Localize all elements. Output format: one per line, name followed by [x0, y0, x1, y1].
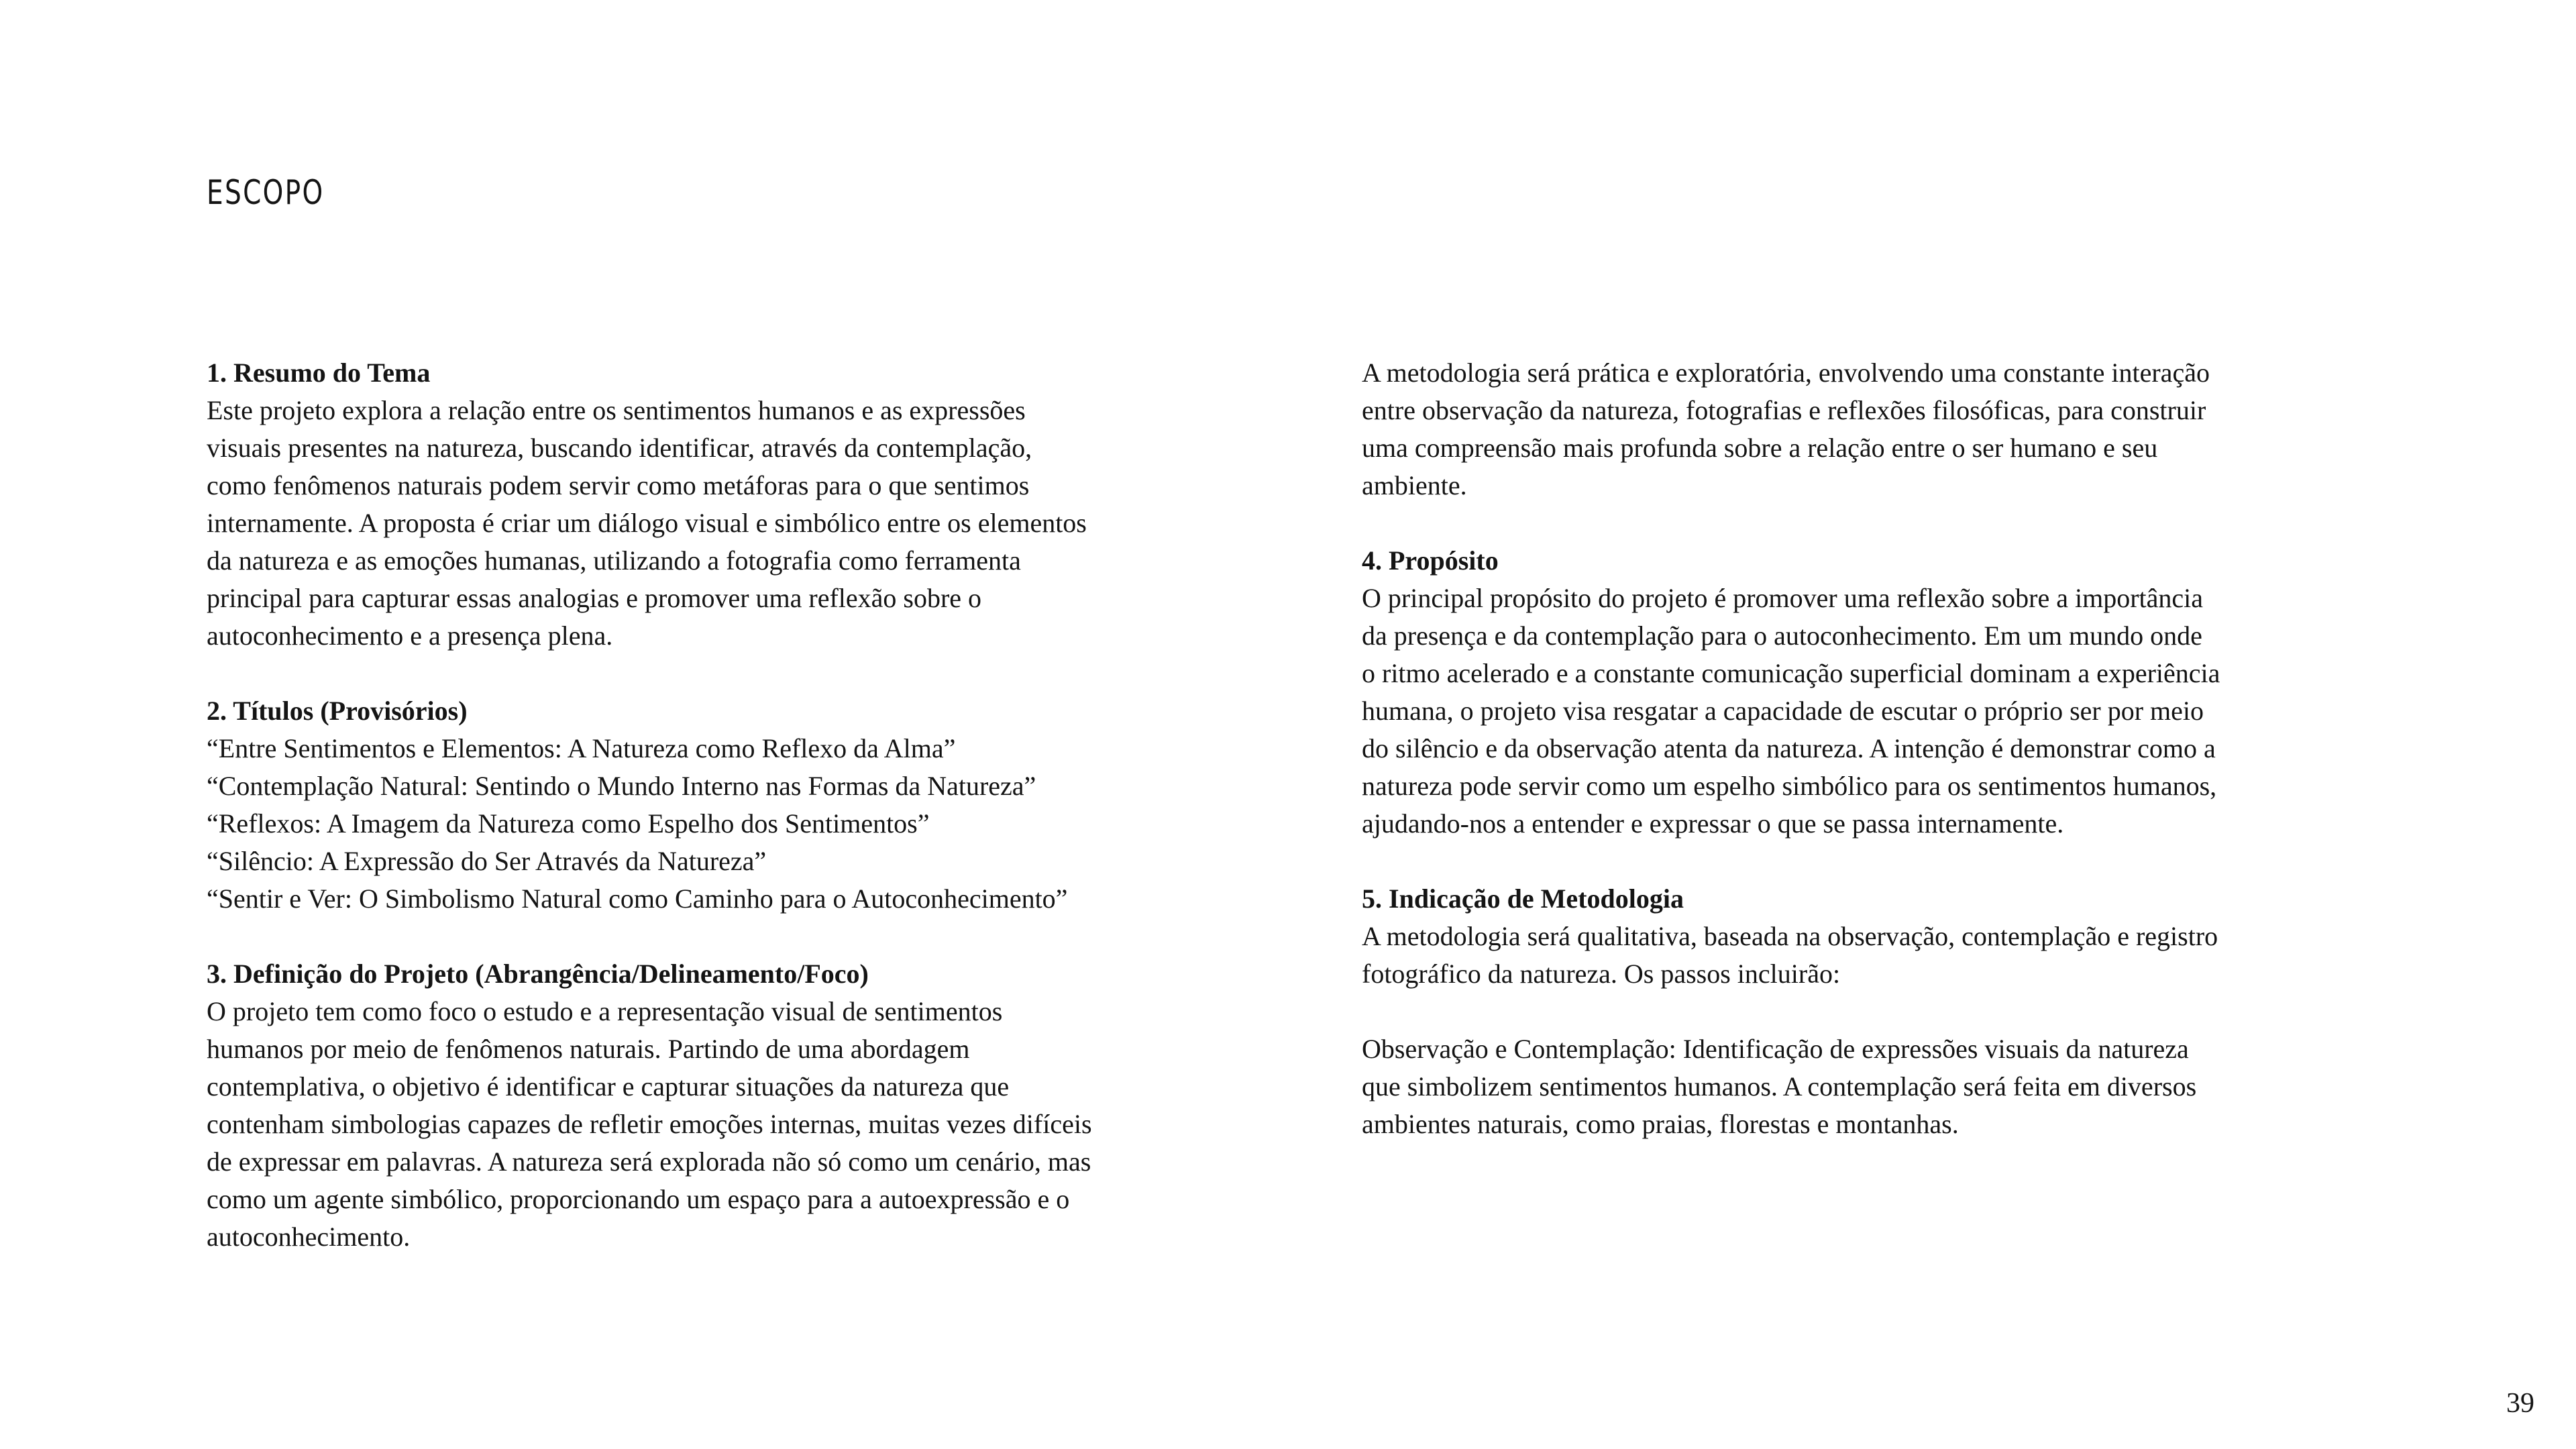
section-metodologia-step [1362, 1030, 2328, 1143]
list-item: “Contemplação Natural: Sentindo o Mundo Interno nas Formas da Natureza” [207, 771, 1036, 801]
list-item: “Reflexos: A Imagem da Natureza como Espelho dos Sentimentos” [207, 808, 930, 839]
section-heading: 3. Definição do Projeto (Abrangência/Delineamento/Foco) [207, 959, 869, 989]
titles-list [207, 730, 1166, 918]
section-body: Observação e Contemplação: Identificação de expressões visuais da natureza que simbolizem sentimentos humanos. A contemplação será feita em diversos ambientes naturais, como praias, florestas e montanhas. [1362, 1034, 2197, 1139]
section-body: A metodologia será prática e exploratória, envolvendo uma constante interação entre observação da natureza, fotografias e reflexões filosóficas, para construir uma compreensão mais profunda sobre a relação entre o ser humano e seu ambiente. [1362, 358, 2210, 500]
section-body: A metodologia será qualitativa, baseada na observação, contemplação e registro fotográfico da natureza. Os passos incluirão: [1362, 921, 2218, 989]
list-item: “Sentir e Ver: O Simbolismo Natural como Caminho para o Autoconhecimento” [207, 883, 1068, 914]
section-body: Este projeto explora a relação entre os sentimentos humanos e as expressões visuais presentes na natureza, buscando identificar, através da contemplação, como fenômenos naturais podem servir como metáforas para o que sentimos internamente. A proposta é criar um diálogo visual e simbólico entre os elementos da natureza e as emoções humanas, utilizando a fotografia como ferramenta principal para capturar essas analogias e promover uma reflexão sobre o autoconhecimento e a presença plena. [207, 395, 1087, 651]
page-title: ESCOPO [207, 173, 325, 212]
section-heading: 2. Títulos (Provisórios) [207, 696, 468, 726]
section-body: O projeto tem como foco o estudo e a representação visual de sentimentos humanos por meio de fenômenos naturais. Partindo de uma abordagem contemplativa, o objetivo é identificar e capturar situações da natureza que contenham simbologias capazes de refletir emoções internas, muitas vezes difíceis de expressar em palavras. A natureza será explorada não só como um cenário, mas como um agente simbólico, proporcionando um espaço para a autoexpressão e o autoconhecimento. [207, 996, 1092, 1252]
section-heading: 5. Indicação de Metodologia [1362, 883, 1684, 914]
page-number: 39 [2506, 1388, 2534, 1419]
section-heading: 1. Resumo do Tema [207, 358, 431, 388]
section-proposito [1362, 542, 2328, 843]
section-titulos [207, 692, 1166, 918]
section-resumo-do-tema [207, 354, 1166, 655]
section-indicacao-de-metodologia [1362, 880, 2328, 993]
list-item: “Entre Sentimentos e Elementos: A Natureza como Reflexo da Alma” [207, 733, 956, 763]
section-definicao-continuation [1362, 354, 2328, 504]
section-body: O principal propósito do projeto é promover uma reflexão sobre a importância da presença e da contemplação para o autoconhecimento. Em um mundo onde o ritmo acelerado e a constante comunicação superficial dominam a experiência humana, o projeto visa resgatar a capacidade de escutar o próprio ser por meio do silêncio e da observação atenta da natureza. A intenção é demonstrar como a natureza pode servir como um espelho simbólico para os sentimentos humanos, ajudando-nos a entender e expressar o que se passa internamente. [1362, 583, 2220, 839]
right-column [1362, 354, 2328, 1181]
list-item: “Silêncio: A Expressão do Ser Através da Natureza” [207, 846, 767, 876]
section-definicao-do-projeto [207, 955, 1166, 1256]
section-heading: 4. Propósito [1362, 545, 1499, 576]
left-column [207, 354, 1166, 1293]
